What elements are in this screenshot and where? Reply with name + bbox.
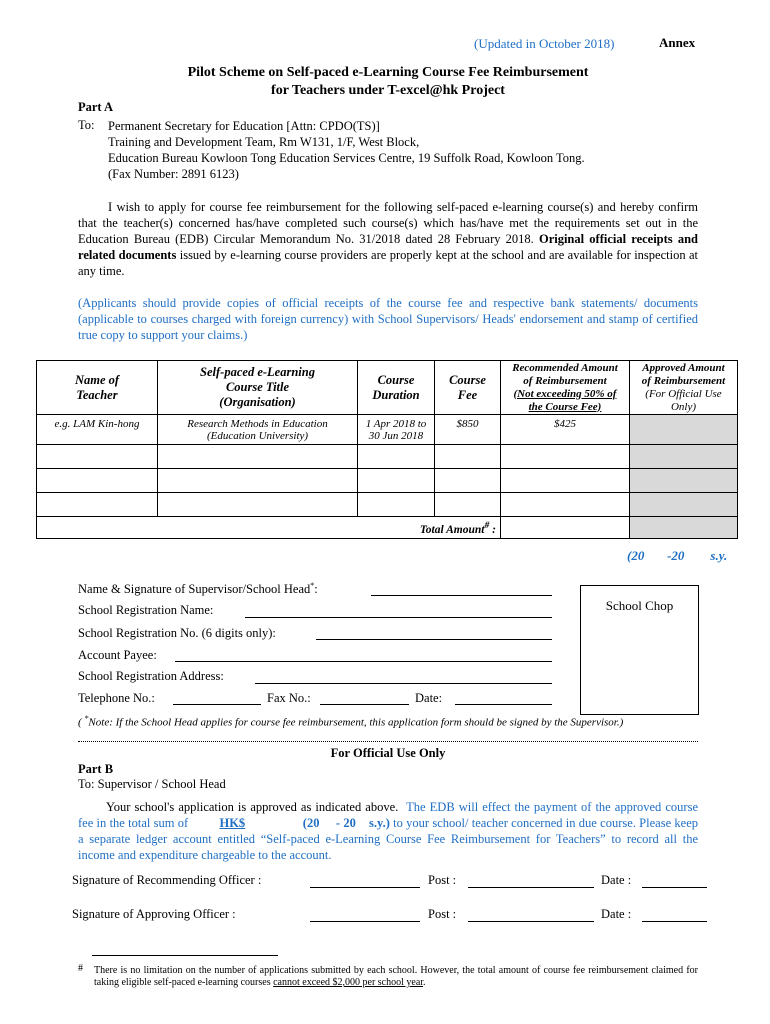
page-title: Pilot Scheme on Self-paced e-Learning Course Fee Reimbursement for Teachers under T-excel@hk Project (187, 65, 589, 98)
total-amount-field[interactable] (501, 517, 630, 539)
school-address-field[interactable] (255, 683, 552, 684)
application-statement: I wish to apply for course fee reimbursement for the following self-paced e-learning course(s) and hereby confirm that the teacher(s) concerned has/have completed such course(s) which has/have met the requirements set out in the Education Bureau (EDB) Circular Memorandum No. 31/2018 dated 28 February 2018. Original official receipts and related documents issued by e-learning course providers are properly kept at the school and are available for inspection at any time. (78, 200, 699, 278)
recipient-address: Permanent Secretary for Education [Attn: CPDO(TS)] Training and Development Team, Rm W131, 1/F, West Block, Education Bureau Kowloon Tong Education Services Centre, 19 Suffolk Road, Kowloon Tong. (Fax Number: 2891 6123) (108, 119, 585, 181)
header-duration: Course Duration (358, 361, 435, 415)
fax-label: Fax No.: (267, 691, 311, 705)
account-payee-field[interactable] (175, 661, 552, 662)
part-b-label: Part B (78, 762, 114, 776)
app-post-label: Post : (428, 907, 457, 921)
example-course: Research Methods in Education (Education University) (158, 415, 358, 445)
approving-officer-signature[interactable] (310, 921, 420, 922)
school-address-label: School Registration Address: (78, 669, 224, 683)
example-fee: $850 (435, 415, 501, 445)
recommending-officer-signature[interactable] (310, 887, 420, 888)
school-name-label: School Registration Name: (78, 603, 214, 617)
part-a-label: Part A (78, 100, 114, 114)
example-duration: 1 Apr 2018 to 30 Jun 2018 (358, 415, 435, 445)
table-row (37, 469, 738, 493)
app-post-field[interactable] (468, 921, 594, 922)
divider (78, 741, 698, 742)
school-chop-box[interactable] (580, 585, 699, 715)
applicant-note: (Applicants should provide copies of official receipts of the course fee and respective bank statements/ documents (applicable to courses charged with foreign currency) with School Supervisors/ Heads' endorsement and stamp of certified true copy to support your claims.) (78, 296, 698, 342)
supervisor-signature-label: Name & Signature of Supervisor/School Head*: (78, 581, 318, 597)
rec-date-field[interactable] (642, 887, 707, 888)
school-chop-label: School Chop (605, 598, 674, 613)
fax-field[interactable] (320, 704, 409, 705)
school-no-field[interactable] (316, 639, 552, 640)
fee-table (36, 360, 738, 539)
date-field[interactable] (455, 704, 552, 705)
date-label: Date: (415, 691, 443, 705)
example-approved (630, 415, 738, 445)
table-header-row (37, 361, 738, 415)
footnote-rule (92, 955, 278, 956)
header-approved: Approved Amount of Reimbursement (For Official Use Only) (630, 361, 738, 415)
total-label: Total Amount# : (37, 517, 501, 539)
telephone-label: Telephone No.: (78, 691, 155, 705)
annex-label: Annex (659, 35, 696, 50)
rec-date-label: Date : (601, 873, 632, 887)
rec-post-field[interactable] (468, 887, 594, 888)
total-approved (630, 517, 738, 539)
rec-post-label: Post : (428, 873, 457, 887)
supervisor-note: ( *Note: If the School Head applies for course fee reimbursement, this application form should be signed by the Supervisor.) (78, 714, 624, 729)
official-use-heading: For Official Use Only (330, 746, 446, 760)
part-b-recipient: To: Supervisor / School Head (78, 777, 226, 791)
updated-date: (Updated in October 2018) (474, 36, 615, 51)
to-label: To: (78, 118, 95, 132)
school-name-field[interactable] (245, 617, 552, 618)
footnote-mark: # (78, 963, 83, 974)
header-recommended: Recommended Amount of Reimbursement (Not exceeding 50% of the Course Fee) (501, 361, 630, 415)
hk-amount-field[interactable]: HK$ (219, 816, 246, 830)
header-course: Self-paced e-Learning Course Title (Organisation) (158, 361, 358, 415)
account-payee-label: Account Payee: (78, 648, 157, 662)
approving-officer-label: Signature of Approving Officer : (72, 907, 236, 921)
header-fee: Course Fee (435, 361, 501, 415)
example-name: e.g. LAM Kin-hong (37, 415, 158, 445)
table-row (37, 445, 738, 469)
school-no-label: School Registration No. (6 digits only): (78, 626, 276, 640)
app-date-field[interactable] (642, 921, 707, 922)
app-date-label: Date : (601, 907, 632, 921)
recommending-officer-label: Signature of Recommending Officer : (72, 873, 262, 887)
supervisor-signature-field[interactable] (371, 595, 552, 596)
footnote-text: There is no limitation on the number of applications submitted by each school. However, the total amount of course fee reimbursement claimed for taking eligible self-paced e-learning courses cannot exceed $2,000 per school year. (94, 965, 698, 988)
telephone-field[interactable] (173, 704, 261, 705)
header-name: Name of Teacher (37, 361, 158, 415)
total-row (37, 517, 738, 539)
example-recommended: $425 (501, 415, 630, 445)
table-row-example (37, 415, 738, 445)
school-year: (20 -20 s.y. (627, 548, 728, 563)
table-row (37, 493, 738, 517)
approval-statement: Your school's application is approved as indicated above. The EDB will effect the payment of the approved course fee in the total sum of HK$ (20 - 20 s.y.) to your school/ teacher concerned in due course. Please keep a separate ledger account entitled “Self-paced e-Learning Course Fee Reimbursement for Teachers” to record all the income and expenditure chargeable to the account. (78, 800, 699, 862)
